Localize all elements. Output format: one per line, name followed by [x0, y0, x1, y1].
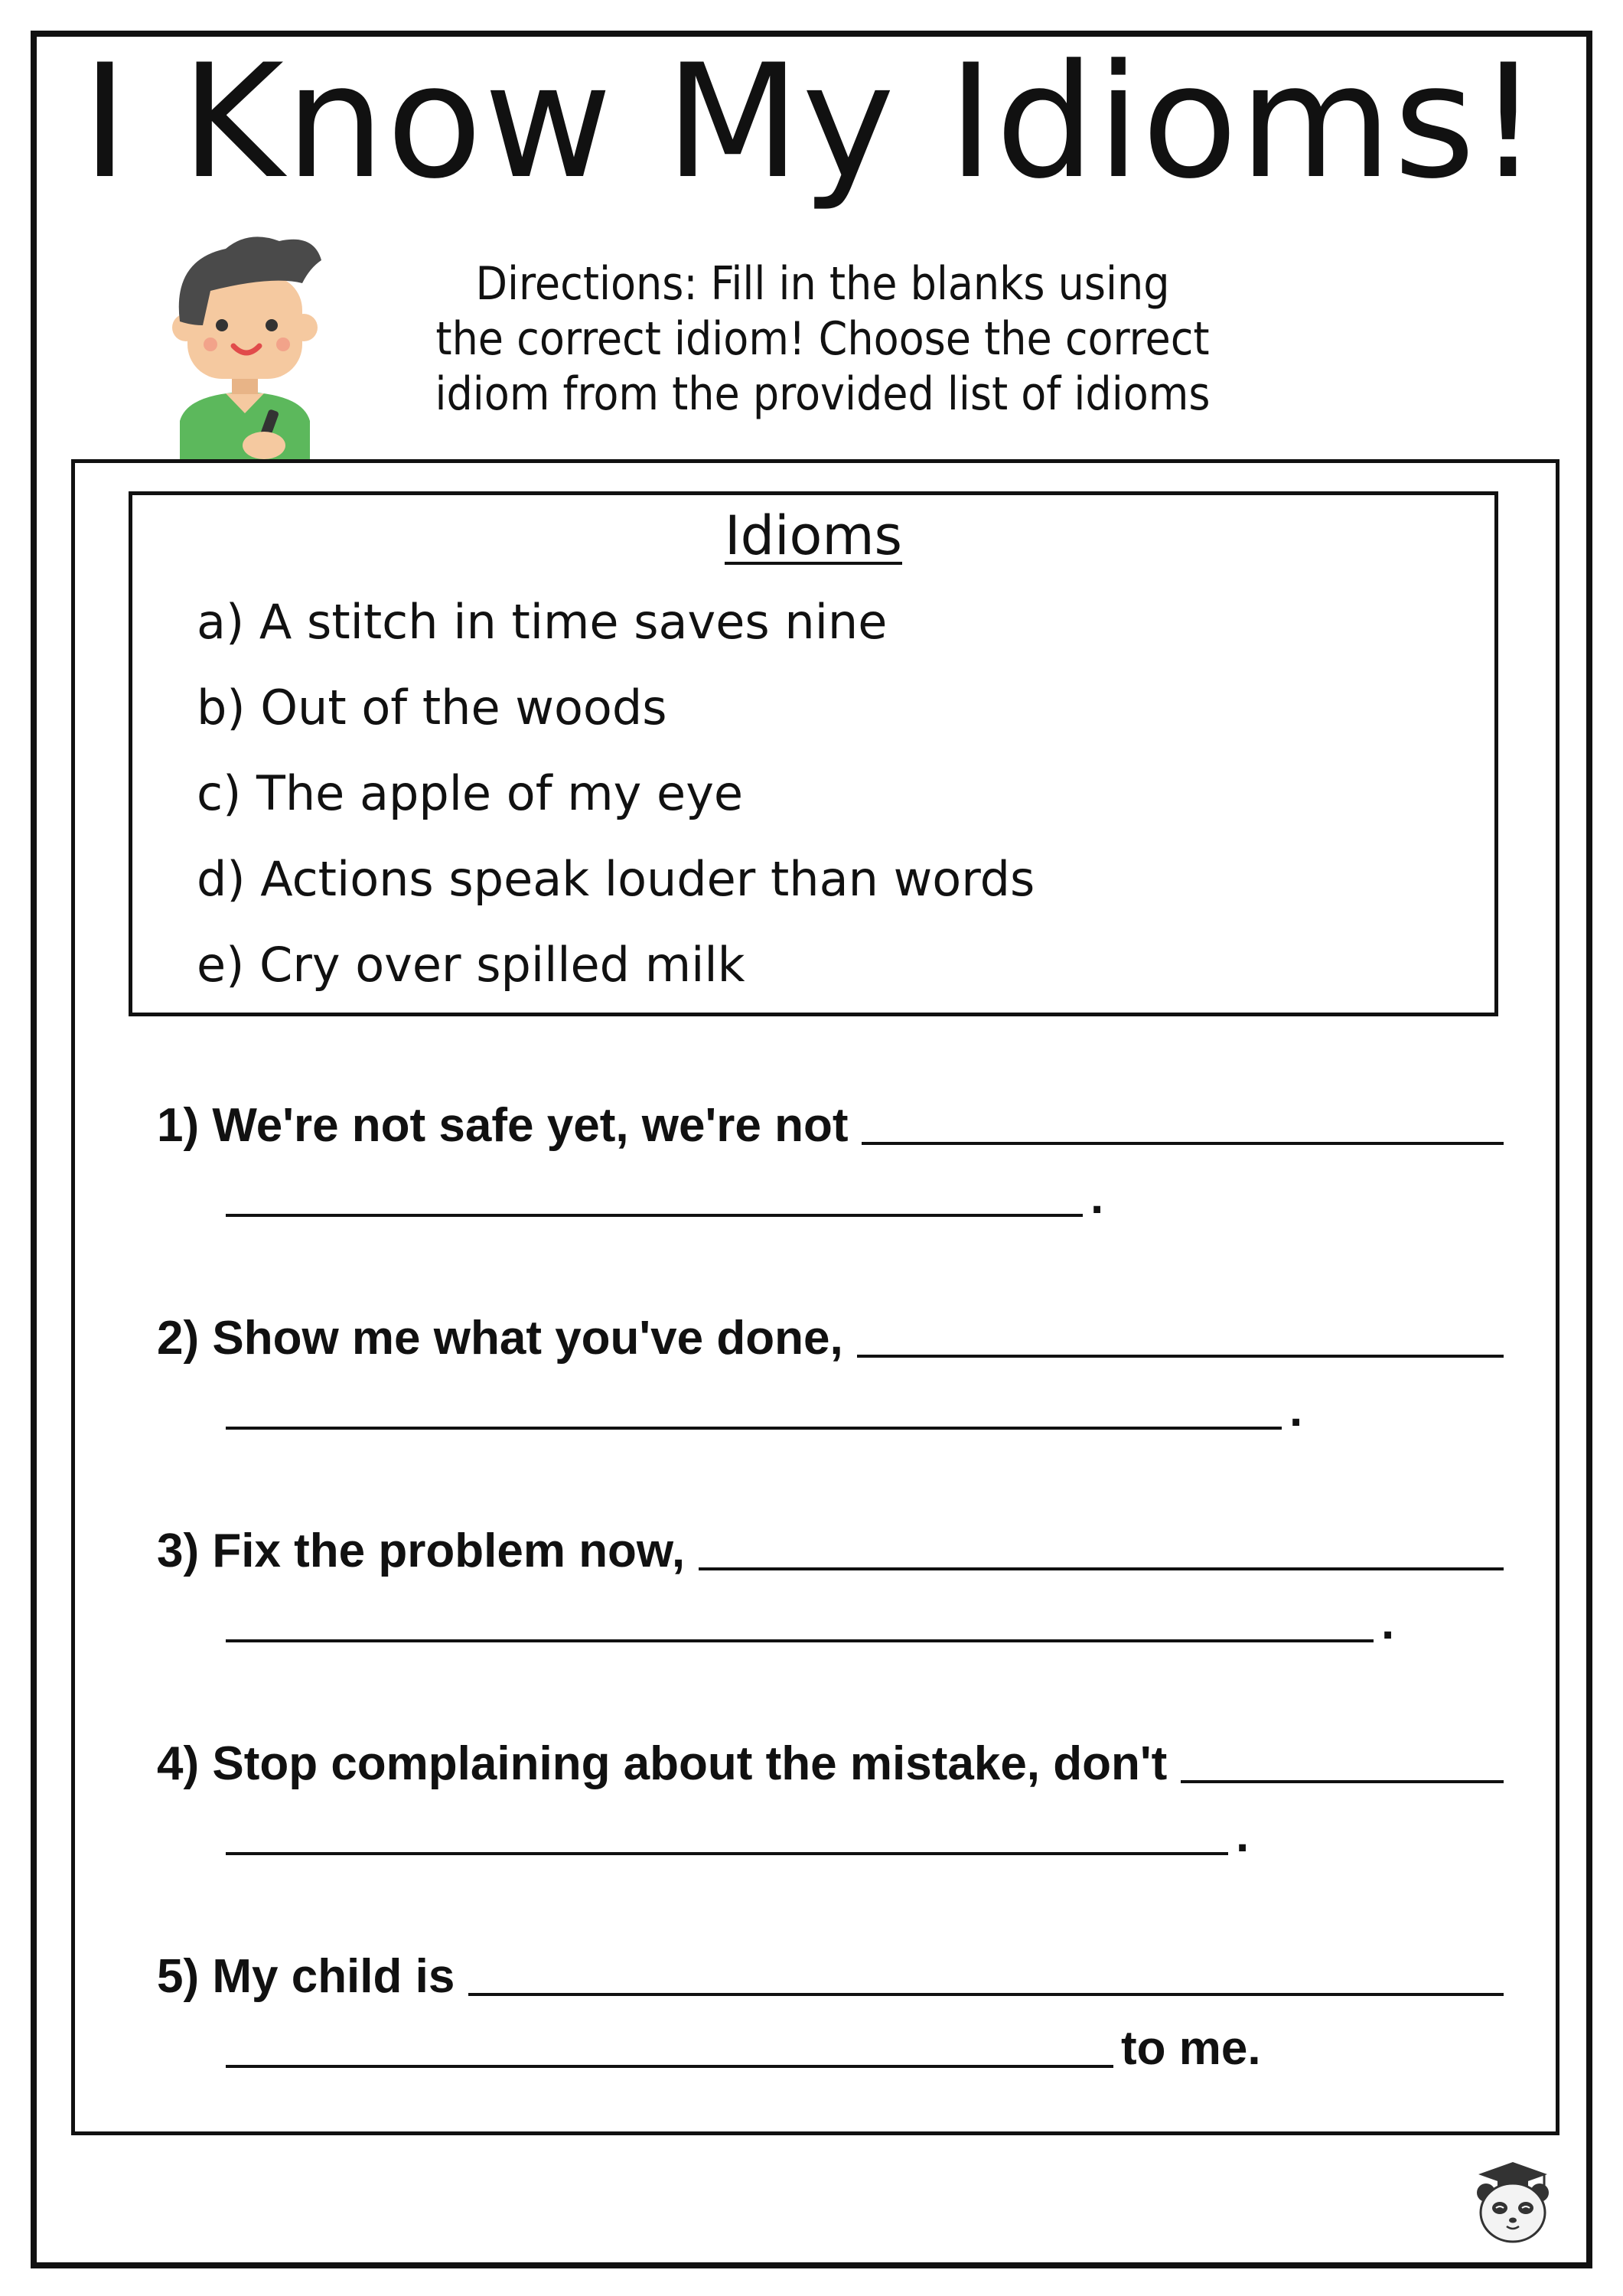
- answer-blank[interactable]: [226, 1806, 1228, 1855]
- idioms-heading: Idioms: [724, 504, 902, 567]
- idiom-list: [197, 579, 1035, 1008]
- question-2: [157, 1300, 1504, 1437]
- question-end: .: [1236, 1809, 1250, 1862]
- question-3: [157, 1512, 1504, 1650]
- directions: [383, 256, 1263, 422]
- answer-blank[interactable]: [226, 1381, 1282, 1430]
- question-end: .: [1289, 1384, 1303, 1437]
- page-title: I Know My Idioms!: [81, 31, 1542, 214]
- question-end: .: [1381, 1596, 1395, 1649]
- question-text: 5) My child is: [157, 1950, 455, 2003]
- idioms-box: [129, 491, 1498, 1016]
- question-5: [157, 1938, 1504, 2076]
- idiom-item: b) Out of the woods: [197, 680, 667, 735]
- answer-blank[interactable]: [226, 1593, 1374, 1642]
- idiom-item: e) Cry over spilled milk: [197, 937, 745, 993]
- directions-line-1: Directions: Fill in the blanks using: [475, 257, 1170, 311]
- question-4: [157, 1725, 1504, 1863]
- answer-blank[interactable]: [226, 2019, 1113, 2068]
- directions-line-2: the correct idiom! Choose the correct: [435, 312, 1210, 366]
- idiom-item: d) Actions speak louder than words: [197, 851, 1035, 907]
- question-1: [157, 1087, 1504, 1225]
- idiom-item: c) The apple of my eye: [197, 765, 744, 821]
- question-end: .: [1090, 1171, 1104, 1224]
- answer-blank[interactable]: [1181, 1734, 1504, 1783]
- question-text: 3) Fix the problem now,: [157, 1525, 686, 1577]
- boy-with-pencil-icon: [157, 230, 333, 459]
- panda-graduate-logo-icon: [1471, 2161, 1555, 2245]
- question-text: 2) Show me what you've done,: [157, 1312, 843, 1365]
- answer-blank[interactable]: [468, 1947, 1504, 1996]
- answer-blank[interactable]: [699, 1521, 1504, 1570]
- idiom-item: a) A stitch in time saves nine: [197, 594, 888, 650]
- answer-blank[interactable]: [226, 1168, 1083, 1217]
- question-end: to me.: [1121, 2022, 1261, 2075]
- question-text: 4) Stop complaining about the mistake, don't: [157, 1737, 1168, 1790]
- question-text: 1) We're not safe yet, we're not: [157, 1099, 849, 1152]
- directions-line-3: idiom from the provided list of idioms: [435, 367, 1211, 421]
- answer-blank[interactable]: [857, 1309, 1504, 1358]
- answer-blank[interactable]: [862, 1096, 1504, 1145]
